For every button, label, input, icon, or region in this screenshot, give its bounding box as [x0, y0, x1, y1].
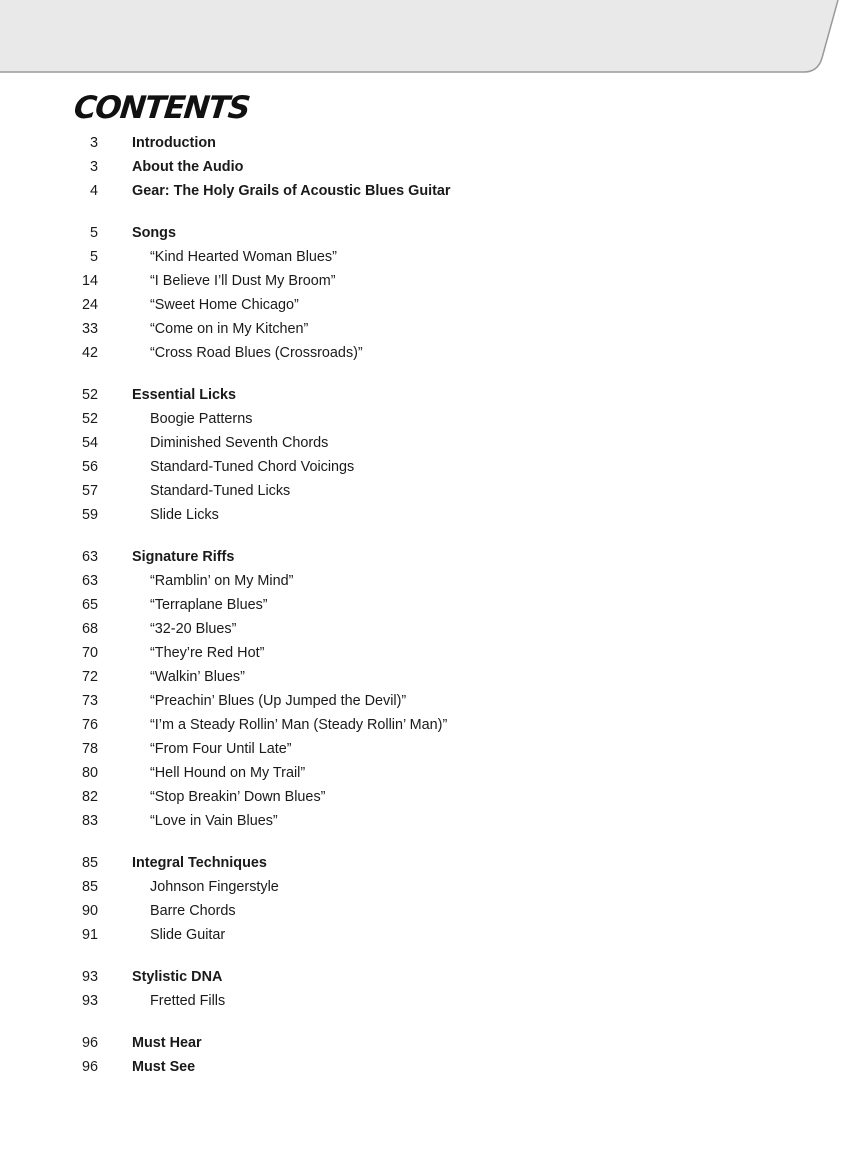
entry-title: Signature Riffs — [132, 549, 235, 565]
toc-heading-entry[interactable] — [0, 1055, 864, 1079]
toc-heading-entry[interactable] — [0, 1031, 864, 1055]
page-number: 52 — [81, 411, 98, 427]
entry-title: “Love in Vain Blues” — [150, 813, 278, 829]
page-number: 5 — [89, 249, 98, 265]
toc-sub-entry[interactable] — [0, 689, 864, 713]
toc-section — [0, 383, 864, 527]
toc-sub-entry[interactable] — [0, 809, 864, 833]
toc-heading-entry[interactable] — [0, 179, 864, 203]
page-number: 56 — [81, 459, 98, 475]
entry-title: Must Hear — [132, 1035, 202, 1051]
page-number: 63 — [81, 573, 98, 589]
entry-title: “Walkin’ Blues” — [150, 669, 245, 685]
page-number: 72 — [81, 669, 98, 685]
toc-sub-entry[interactable] — [0, 341, 864, 365]
toc-section — [0, 131, 864, 203]
page-number: 14 — [81, 273, 98, 289]
toc-heading-entry[interactable] — [0, 221, 864, 245]
page-number: 4 — [89, 183, 98, 199]
entry-title: “Terraplane Blues” — [150, 597, 268, 613]
page-number: 42 — [81, 345, 98, 361]
toc-section — [0, 545, 864, 833]
toc-sub-entry[interactable] — [0, 455, 864, 479]
page-number: 82 — [81, 789, 98, 805]
entry-title: Johnson Fingerstyle — [150, 879, 279, 895]
entry-title: “They’re Red Hot” — [150, 645, 265, 661]
toc-heading-entry[interactable] — [0, 545, 864, 569]
entry-title: “I Believe I’ll Dust My Broom” — [150, 273, 336, 289]
toc-sub-entry[interactable] — [0, 407, 864, 431]
entry-title: About the Audio — [132, 159, 244, 175]
toc-sub-entry[interactable] — [0, 923, 864, 947]
toc-sub-entry[interactable] — [0, 899, 864, 923]
entry-title: Boogie Patterns — [150, 411, 253, 427]
entry-title: Integral Techniques — [132, 855, 267, 871]
entry-title: “Hell Hound on My Trail” — [150, 765, 306, 781]
toc-sub-entry[interactable] — [0, 293, 864, 317]
entry-title: Standard-Tuned Chord Voicings — [150, 459, 355, 475]
toc-sub-entry[interactable] — [0, 785, 864, 809]
toc-sub-entry[interactable] — [0, 431, 864, 455]
toc-sub-entry[interactable] — [0, 479, 864, 503]
toc-sub-entry[interactable] — [0, 737, 864, 761]
page-number: 96 — [81, 1059, 98, 1075]
entry-title: “Sweet Home Chicago” — [150, 297, 299, 313]
toc-sub-entry[interactable] — [0, 617, 864, 641]
toc-section — [0, 221, 864, 365]
toc-sub-entry[interactable] — [0, 665, 864, 689]
page-number: 3 — [89, 135, 98, 151]
toc-sub-entry[interactable] — [0, 713, 864, 737]
toc-heading-entry[interactable] — [0, 131, 864, 155]
entry-title: Introduction — [132, 135, 216, 151]
entry-title: Slide Guitar — [150, 927, 226, 943]
entry-title: “I’m a Steady Rollin’ Man (Steady Rollin’ Man)” — [150, 717, 448, 733]
page-title: CONTENTS — [72, 90, 251, 126]
entry-title: “Kind Hearted Woman Blues” — [150, 249, 337, 265]
page-number: 57 — [81, 483, 98, 499]
page-number: 93 — [81, 969, 98, 985]
entry-title: Songs — [132, 225, 176, 241]
entry-title: Barre Chords — [150, 903, 236, 919]
page-number: 54 — [81, 435, 98, 451]
toc-heading-entry[interactable] — [0, 965, 864, 989]
page-number: 65 — [81, 597, 98, 613]
page-number: 5 — [89, 225, 98, 241]
page-number: 85 — [81, 879, 98, 895]
entry-title: Must See — [132, 1059, 196, 1075]
page-number: 90 — [81, 903, 98, 919]
page-number: 24 — [81, 297, 98, 313]
page-number: 93 — [81, 993, 98, 1009]
page-number: 33 — [81, 321, 98, 337]
page-number: 59 — [81, 507, 98, 523]
entry-title: “Preachin’ Blues (Up Jumped the Devil)” — [150, 693, 407, 709]
toc-sub-entry[interactable] — [0, 641, 864, 665]
entry-title: Stylistic DNA — [132, 969, 223, 985]
entry-title: “Stop Breakin’ Down Blues” — [150, 789, 326, 805]
entry-title: Gear: The Holy Grails of Acoustic Blues Guitar — [132, 183, 451, 199]
page-number: 83 — [81, 813, 98, 829]
table-of-contents — [0, 131, 864, 1097]
page-number: 52 — [81, 387, 98, 403]
entry-title: “Ramblin’ on My Mind” — [150, 573, 294, 589]
toc-section — [0, 851, 864, 947]
toc-sub-entry[interactable] — [0, 269, 864, 293]
entry-title: Essential Licks — [132, 387, 236, 403]
toc-heading-entry[interactable] — [0, 383, 864, 407]
toc-heading-entry[interactable] — [0, 851, 864, 875]
toc-section — [0, 965, 864, 1013]
page-number: 3 — [89, 159, 98, 175]
entry-title: “From Four Until Late” — [150, 741, 292, 757]
toc-sub-entry[interactable] — [0, 503, 864, 527]
toc-section — [0, 1031, 864, 1079]
page-number: 63 — [81, 549, 98, 565]
entry-title: Fretted Fills — [150, 993, 226, 1009]
toc-sub-entry[interactable] — [0, 593, 864, 617]
entry-title: Slide Licks — [150, 507, 219, 523]
entry-title: “32-20 Blues” — [150, 621, 237, 637]
entry-title: Standard-Tuned Licks — [150, 483, 291, 499]
entry-title: Diminished Seventh Chords — [150, 435, 329, 451]
page-number: 73 — [81, 693, 98, 709]
toc-sub-entry[interactable] — [0, 245, 864, 269]
entry-title: “Cross Road Blues (Crossroads)” — [150, 345, 363, 361]
page-number: 76 — [81, 717, 98, 733]
toc-sub-entry[interactable] — [0, 761, 864, 785]
page-number: 68 — [81, 621, 98, 637]
page-number: 91 — [81, 927, 98, 943]
toc-sub-entry[interactable] — [0, 989, 864, 1013]
page-number: 70 — [81, 645, 98, 661]
page-number: 80 — [81, 765, 98, 781]
page-number: 85 — [81, 855, 98, 871]
page-number: 96 — [81, 1035, 98, 1051]
toc-sub-entry[interactable] — [0, 569, 864, 593]
page-number: 78 — [81, 741, 98, 757]
entry-title: “Come on in My Kitchen” — [150, 321, 309, 337]
header-band — [0, 0, 864, 80]
toc-sub-entry[interactable] — [0, 317, 864, 341]
toc-heading-entry[interactable] — [0, 155, 864, 179]
toc-sub-entry[interactable] — [0, 875, 864, 899]
